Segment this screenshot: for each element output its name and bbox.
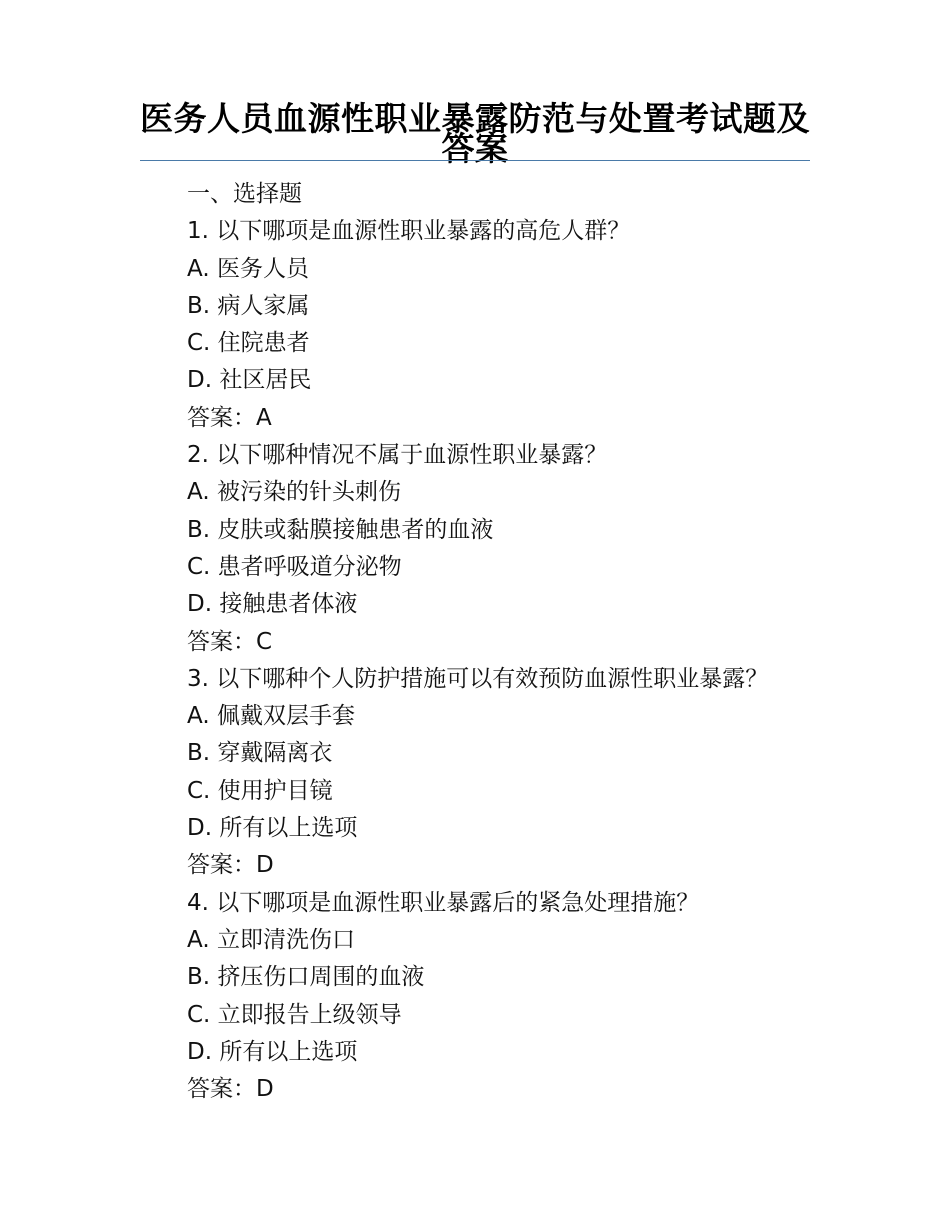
- option-c: C. 使用护目镜: [187, 777, 333, 804]
- option-a: A. 佩戴双层手套: [187, 703, 355, 730]
- question-block: [187, 661, 827, 885]
- option-b: B. 皮肤或黏膜接触患者的血液: [187, 516, 494, 543]
- question-block: [187, 885, 827, 1109]
- question-text: 4. 以下哪项是血源性职业暴露后的紧急处理措施？: [187, 889, 700, 916]
- answer-text: 答案：C: [187, 628, 273, 655]
- section-heading: 一、选择题: [187, 181, 302, 207]
- option-b: B. 穿戴隔离衣: [187, 740, 333, 767]
- option-a: A. 被污染的针头刺伤: [187, 479, 401, 506]
- answer-text: 答案：D: [187, 852, 274, 879]
- option-b: B. 病人家属: [187, 292, 310, 319]
- document-body: [187, 176, 827, 1108]
- option-a: A. 立即清洗伤口: [187, 926, 355, 953]
- option-a: A. 医务人员: [187, 255, 309, 282]
- question-block: [187, 213, 827, 437]
- option-c: C. 患者呼吸道分泌物: [187, 553, 402, 580]
- option-d: D. 所有以上选项: [187, 1038, 358, 1065]
- option-d: D. 接触患者体液: [187, 591, 358, 618]
- question-text: 2. 以下哪种情况不属于血源性职业暴露？: [187, 442, 608, 469]
- option-c: C. 住院患者: [187, 330, 310, 357]
- option-d: D. 所有以上选项: [187, 815, 358, 842]
- question-text: 1. 以下哪项是血源性职业暴露的高危人群？: [187, 218, 631, 245]
- answer-text: 答案：A: [187, 404, 272, 431]
- document-title: 医务人员血源性职业暴露防范与处置考试题及答案: [140, 99, 810, 168]
- question-block: [187, 437, 827, 661]
- option-c: C. 立即报告上级领导: [187, 1001, 402, 1028]
- title-divider: [140, 160, 810, 161]
- option-d: D. 社区居民: [187, 367, 312, 394]
- option-b: B. 挤压伤口周围的血液: [187, 964, 425, 991]
- answer-text: 答案：D: [187, 1076, 274, 1103]
- question-text: 3. 以下哪种个人防护措施可以有效预防血源性职业暴露？: [187, 665, 769, 692]
